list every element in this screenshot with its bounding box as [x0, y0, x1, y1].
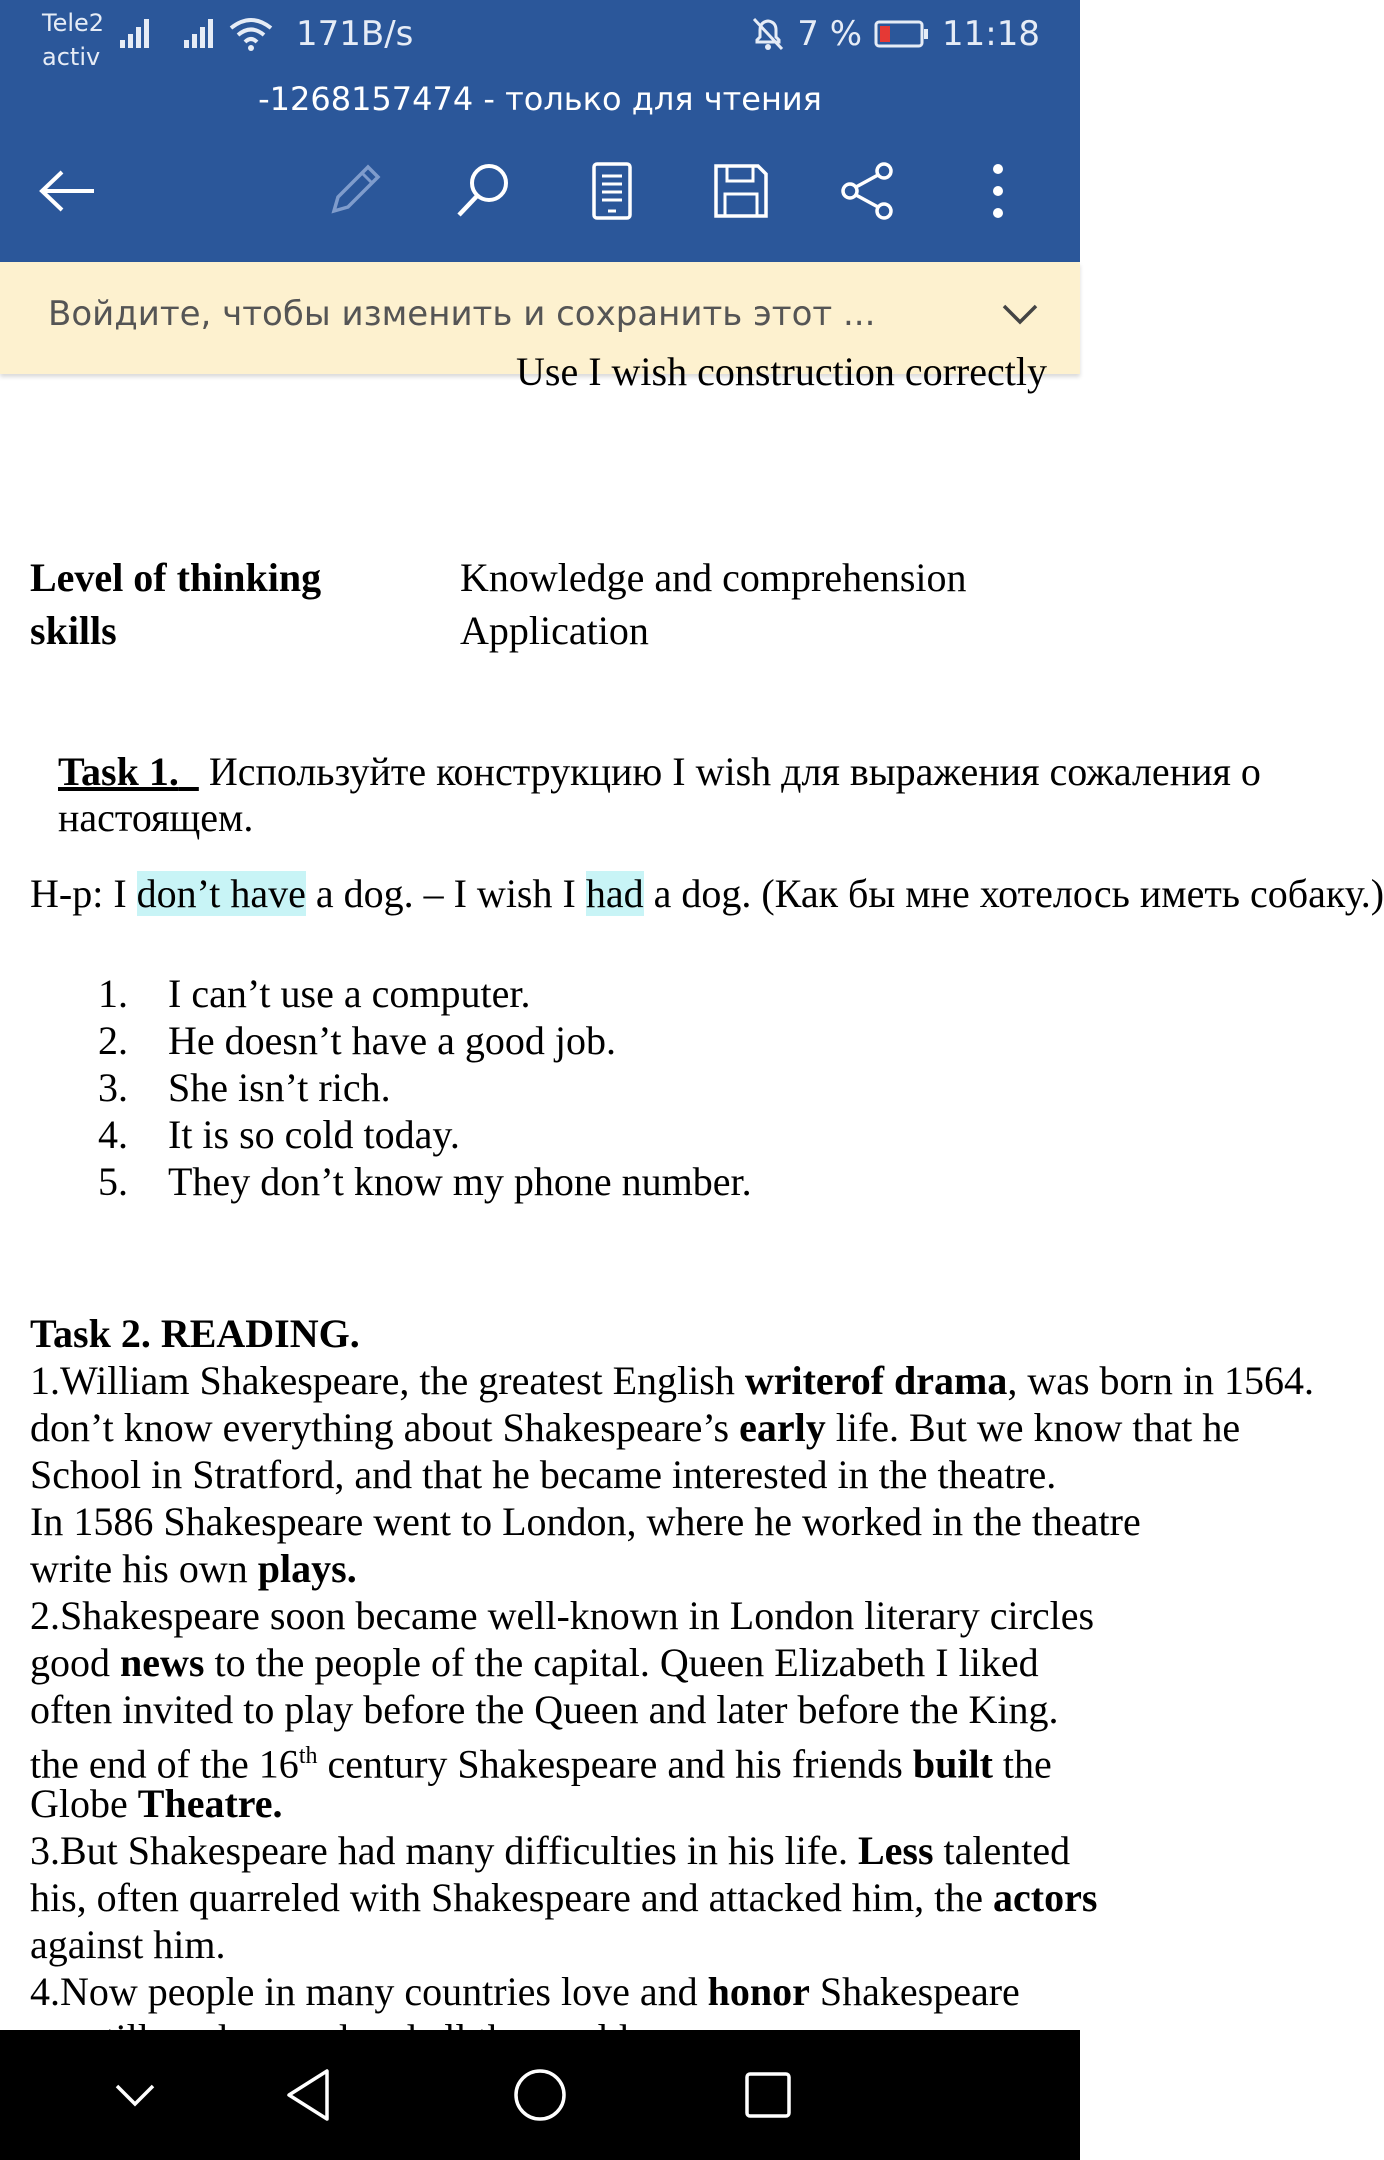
- network-speed: 171B/s: [296, 14, 414, 54]
- app-bar: [0, 0, 1080, 262]
- reading-line: write his own plays.: [30, 1546, 357, 1591]
- save-button[interactable]: [705, 155, 777, 227]
- list-item: It is so cold today.: [168, 1112, 460, 1157]
- bell-off-icon: [751, 16, 785, 52]
- mobile-view-button[interactable]: [576, 155, 648, 227]
- nav-back-button[interactable]: [268, 2055, 348, 2135]
- save-icon: [712, 162, 770, 220]
- list-item-number: 2.: [98, 1018, 128, 1063]
- back-button[interactable]: [32, 155, 104, 227]
- carrier-label: Tele2 activ: [42, 9, 105, 71]
- reading-line: the end of the 16th century Shakespeare and his friends built the: [30, 1741, 1052, 1787]
- nav-recents-button[interactable]: [728, 2055, 808, 2135]
- list-item-number: 1.: [98, 971, 128, 1016]
- reading-line: 1.William Shakespeare, the greatest English writerof drama, was born in 1564.: [30, 1358, 1314, 1403]
- edit-button[interactable]: [318, 155, 390, 227]
- list-item: I can’t use a computer.: [168, 971, 531, 1016]
- list-item: She isn’t rich.: [168, 1065, 391, 1110]
- reading-line: School in Stratford, and that he became interested in the theatre.: [30, 1452, 1057, 1497]
- battery-percent: 7 %: [797, 14, 863, 54]
- banner-expand-button[interactable]: [1000, 294, 1040, 338]
- nav-collapse-button[interactable]: [95, 2055, 175, 2135]
- document-title: -1268157474 - только для чтения: [258, 80, 822, 118]
- system-nav-bar: [0, 2030, 1080, 2160]
- reading-line: 4.Now people in many countries love and honor Shakespeare: [30, 1969, 1020, 2014]
- list-item-number: 3.: [98, 1065, 128, 1110]
- signal-icon-2: [182, 14, 222, 50]
- reading-line: 2.Shakespeare soon became well-known in London literary circles: [30, 1593, 1095, 1638]
- reading-line: Globe Theatre.: [30, 1781, 283, 1826]
- banner-text: Войдите, чтобы изменить и сохранить этот ...: [48, 294, 876, 334]
- example-line: Н-р: I don’t have a dog. – I wish I had a dog. (Как бы мне хотелось иметь собаку.): [30, 871, 1384, 916]
- share-icon: [838, 161, 898, 221]
- circle-home-icon: [512, 2067, 568, 2123]
- arrow-left-icon: [38, 169, 98, 213]
- highlight-had: had: [585, 871, 644, 916]
- search-icon: [453, 161, 513, 221]
- status-bar: [0, 0, 1080, 72]
- task1-heading: [58, 748, 1261, 795]
- triangle-back-icon: [283, 2067, 333, 2123]
- status-right: [751, 14, 1040, 54]
- list-item: They don’t know my phone number.: [168, 1159, 752, 1204]
- cut-off-line: Use I wish construction correctly: [516, 349, 1047, 394]
- battery-icon: [874, 19, 930, 49]
- list-item-number: 4.: [98, 1112, 128, 1157]
- reading-line: often invited to play before the Queen and later before the King.: [30, 1687, 1059, 1732]
- reading-line: don’t know everything about Shakespeare’s early life. But we know that he: [30, 1405, 1241, 1450]
- mobile-view-icon: [590, 161, 634, 221]
- task1-text: Используйте конструкцию I wish для выражения сожаления о: [208, 749, 1261, 794]
- pencil-icon: [324, 161, 384, 221]
- reading-line: 3.But Shakespeare had many difficulties in his life. Less talented: [30, 1828, 1071, 1873]
- wifi-icon: [228, 14, 274, 52]
- task1-text-2: настоящем.: [58, 795, 254, 840]
- signal-icon: [118, 14, 158, 50]
- reading-line: good news to the people of the capital. Queen Elizabeth I liked: [30, 1640, 1039, 1685]
- task1-title: Task 1.: [58, 749, 179, 794]
- reading-line: his, often quarreled with Shakespeare and attacked him, the actors: [30, 1875, 1098, 1920]
- reading-line: against him.: [30, 1922, 226, 1967]
- level-label: Level of thinking: [30, 555, 322, 600]
- nav-home-button[interactable]: [500, 2055, 580, 2135]
- highlight-dont-have: don’t have: [136, 871, 306, 916]
- level-label-2: skills: [30, 608, 117, 653]
- list-item-number: 5.: [98, 1159, 128, 1204]
- level-value-2: Application: [460, 608, 649, 653]
- clock: 11:18: [942, 14, 1040, 54]
- more-vert-icon: [988, 161, 1008, 221]
- search-button[interactable]: [447, 155, 519, 227]
- task2-title: Task 2. READING.: [30, 1311, 360, 1356]
- level-value: Knowledge and comprehension: [460, 555, 967, 600]
- list-item: He doesn’t have a good job.: [168, 1018, 617, 1063]
- chevron-down-icon: [113, 2080, 157, 2110]
- share-button[interactable]: [832, 155, 904, 227]
- chevron-down-icon: [1000, 294, 1040, 334]
- square-recents-icon: [743, 2070, 793, 2120]
- more-button[interactable]: [962, 155, 1034, 227]
- document-viewer[interactable]: [0, 349, 1384, 2030]
- reading-line: In 1586 Shakespeare went to London, where he worked in the theatre: [30, 1499, 1141, 1544]
